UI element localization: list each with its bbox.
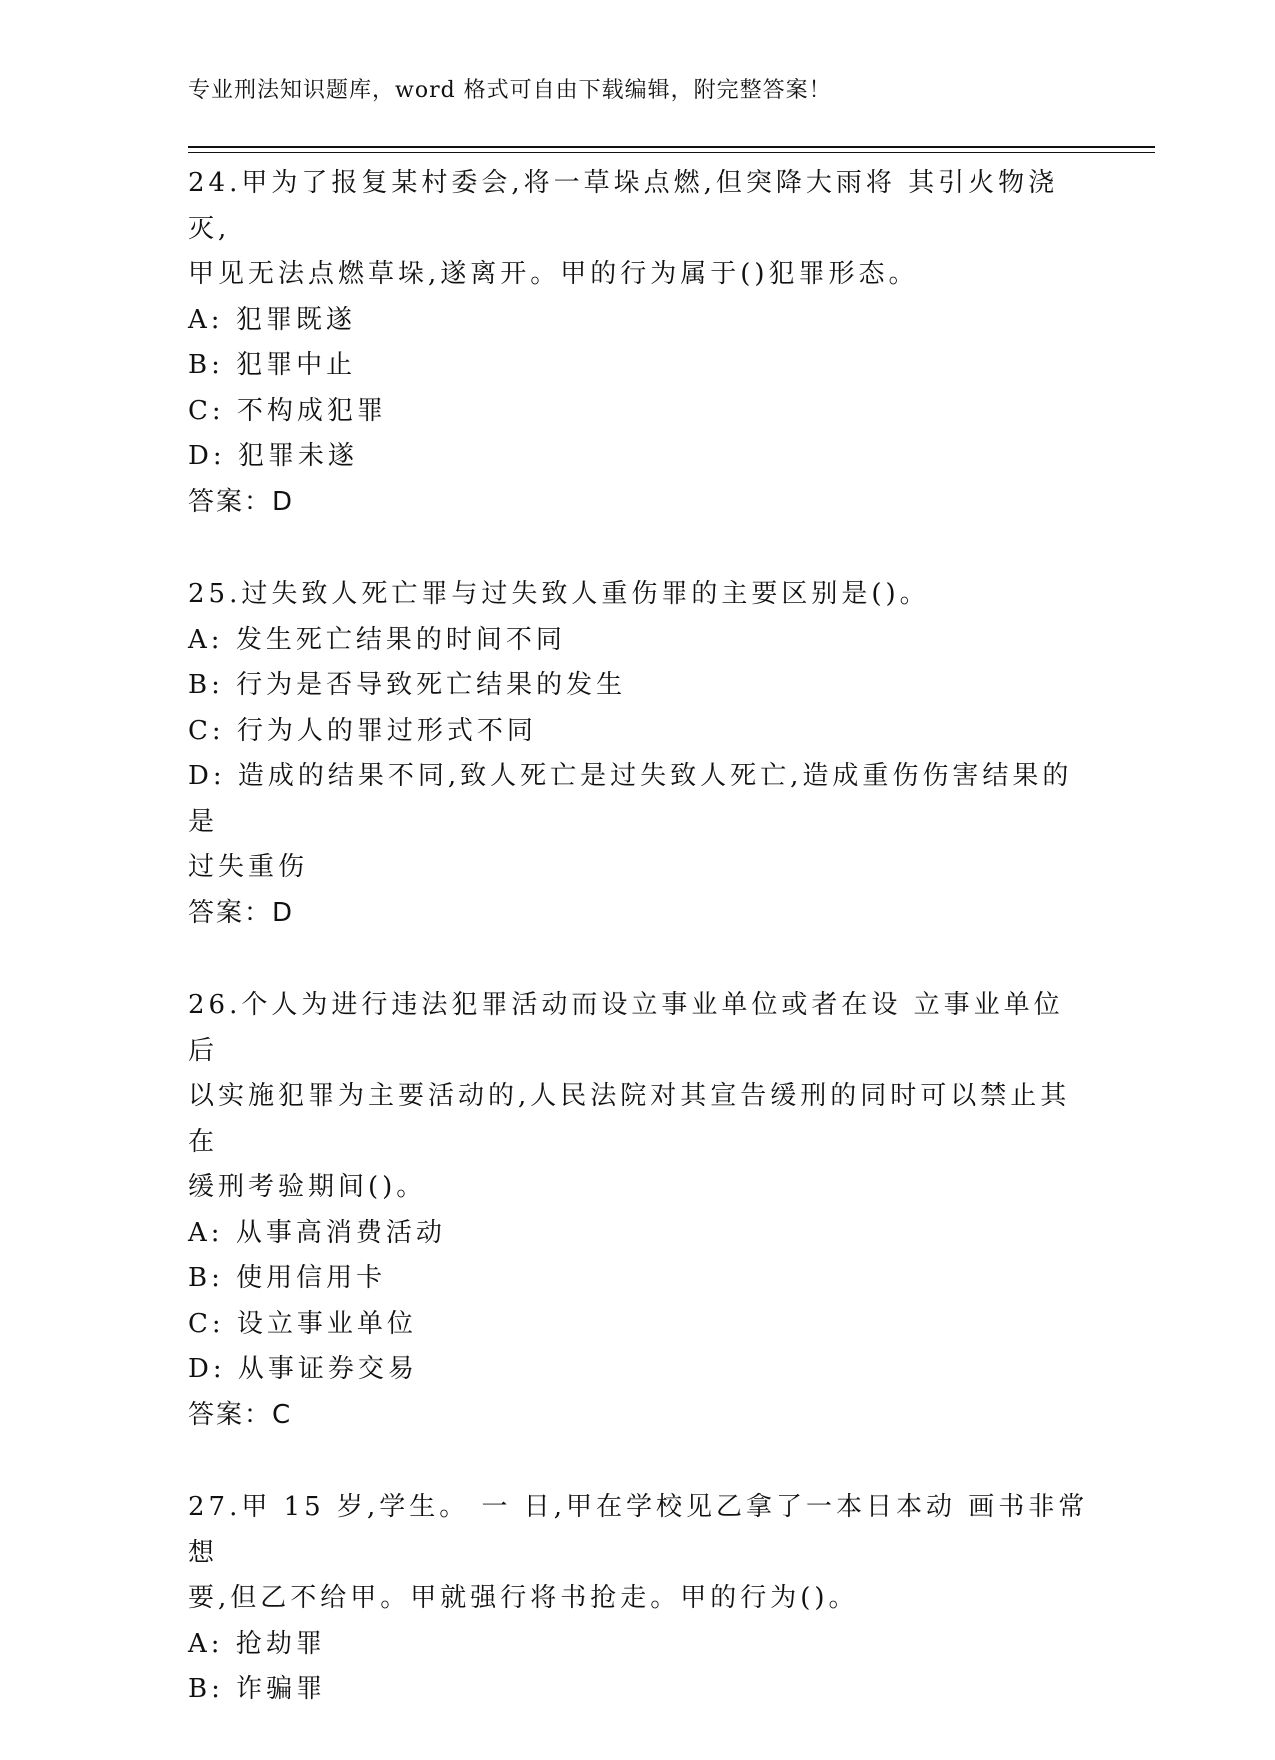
- option-d-continuation: 过失重伤: [188, 852, 309, 882]
- option-b: [188, 1256, 1093, 1302]
- header-text: 专业刑法知识题库，word 格式可自由下载编辑，附完整答案！: [188, 78, 832, 103]
- option-label: D:: [188, 441, 226, 471]
- option-label: A:: [188, 1217, 224, 1248]
- question-stem-line: 25.过失致人死亡罪与过失致人重伤罪的主要区别是()。: [188, 579, 930, 609]
- option-a: [188, 298, 1093, 344]
- option-label: A:: [188, 624, 224, 655]
- option-text: 造成的结果不同,致人死亡是过失致人死亡,造成重伤伤害结果的是: [188, 761, 1073, 837]
- option-d: [188, 1347, 1093, 1393]
- question-stem-line: 27.甲 15 岁,学生。 一 日,甲在学校见乙拿了一本日本动 画书非常想: [188, 1492, 1089, 1568]
- option-label: A:: [188, 1628, 224, 1659]
- option-text: 从事证券交易: [237, 1354, 418, 1384]
- option-label: B:: [188, 1674, 224, 1704]
- option-text: 犯罪中止: [236, 350, 357, 380]
- option-text: 犯罪既遂: [235, 304, 356, 335]
- option-b: [188, 1667, 1093, 1713]
- question-stem-line: 26.个人为进行违法犯罪活动而设立事业单位或者在设 立事业单位后: [188, 990, 1064, 1066]
- option-label: B:: [188, 1263, 224, 1293]
- option-label: D:: [188, 1354, 226, 1384]
- option-text: 从事高消费活动: [235, 1217, 446, 1248]
- answer-text: 答案：C: [188, 1399, 293, 1430]
- option-a: [188, 1211, 1093, 1257]
- page-header: [188, 74, 1088, 108]
- option-a: [188, 1622, 1093, 1668]
- question-25: [188, 572, 1093, 936]
- option-c: [188, 709, 1093, 755]
- question-stem-line: 缓刑考验期间()。: [188, 1172, 427, 1202]
- question-stem-line: 要,但乙不给甲。甲就强行将书抢走。甲的行为()。: [188, 1583, 859, 1613]
- option-label: B:: [188, 670, 224, 700]
- option-d: [188, 434, 1093, 480]
- option-label: D:: [188, 761, 226, 791]
- question-27: [188, 1485, 1093, 1713]
- option-text: 诈骗罪: [236, 1674, 327, 1704]
- option-text: 不构成犯罪: [236, 395, 387, 426]
- question-stem-line: 以实施犯罪为主要活动的,人民法院对其宣告缓刑的同时可以禁止其在: [188, 1081, 1071, 1157]
- option-label: C:: [188, 715, 225, 746]
- option-text: 犯罪未遂: [237, 441, 358, 471]
- question-26: [188, 983, 1093, 1438]
- question-24: [188, 161, 1093, 525]
- option-label: B:: [188, 350, 224, 380]
- header-divider: [188, 146, 1155, 153]
- option-text: 抢劫罪: [235, 1628, 326, 1659]
- option-text: 行为人的罪过形式不同: [236, 715, 537, 746]
- option-text: 设立事业单位: [236, 1308, 417, 1339]
- option-b: [188, 343, 1093, 389]
- option-text: 使用信用卡: [236, 1263, 387, 1293]
- question-stem-line: 甲见无法点燃草垛,遂离开。甲的行为属于()犯罪形态。: [188, 259, 919, 289]
- option-d: [188, 754, 1093, 845]
- option-text: 发生死亡结果的时间不同: [235, 624, 566, 655]
- option-label: C:: [188, 1308, 225, 1339]
- option-text: 行为是否导致死亡结果的发生: [236, 670, 627, 700]
- option-c: [188, 389, 1093, 435]
- option-b: [188, 663, 1093, 709]
- question-list: [188, 161, 1093, 1760]
- option-a: [188, 618, 1093, 664]
- answer-text: 答案：D: [188, 897, 295, 928]
- answer-text: 答案：D: [188, 486, 295, 517]
- option-label: C:: [188, 395, 225, 426]
- option-label: A:: [188, 304, 224, 335]
- question-stem-line: 24.甲为了报复某村委会,将一草垛点燃,但突降大雨将 其引火物浇灭,: [188, 168, 1059, 244]
- option-c: [188, 1302, 1093, 1348]
